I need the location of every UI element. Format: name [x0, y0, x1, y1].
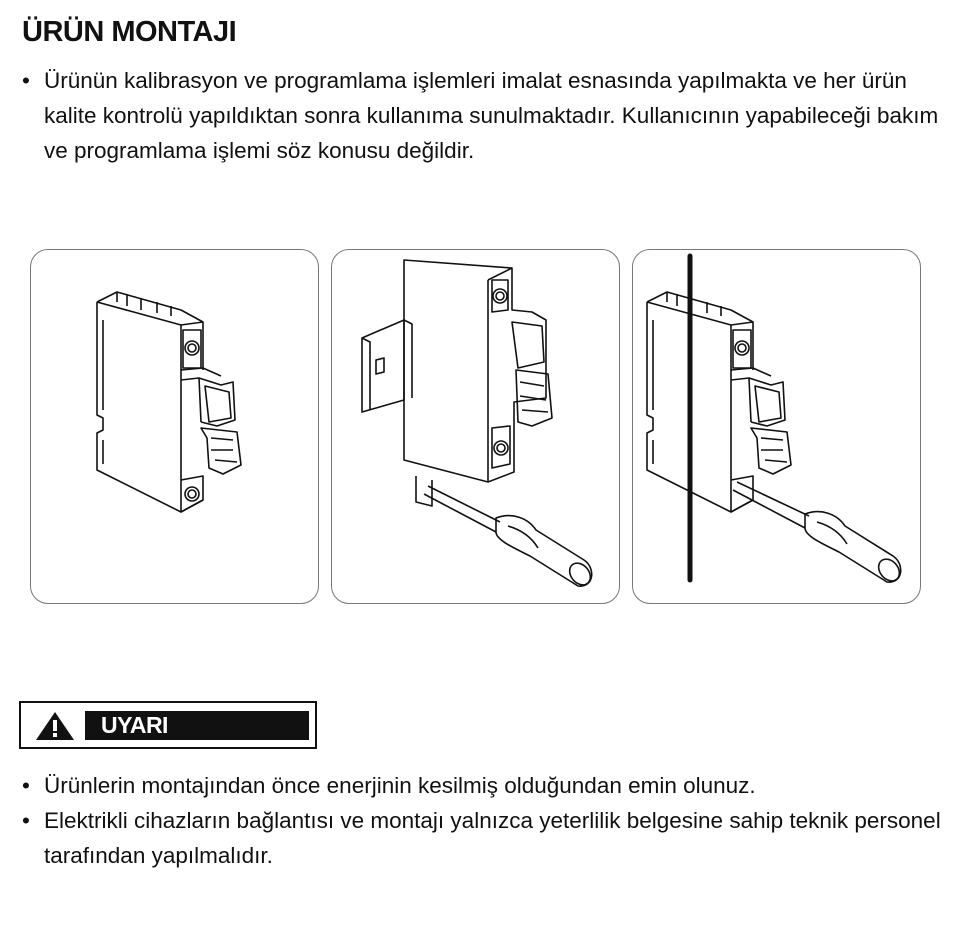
warning-item-text: Elektrikli cihazların bağlantısı ve montajı yalnızca yeterlilik belgesine sahip teknik personel tarafından yapılmalıdır. [44, 808, 941, 868]
intro-list [22, 63, 947, 168]
intro-bullet-item [22, 63, 947, 168]
warning-item [22, 803, 947, 873]
illustration-panel-1 [30, 249, 319, 604]
page-title: ÜRÜN MONTAJI [22, 16, 237, 48]
warning-item [22, 768, 947, 803]
warning-item-text: Ürünlerin montajından önce enerjinin kesilmiş olduğundan emin olunuz. [44, 773, 756, 798]
bullet-dot: • [22, 773, 30, 798]
warning-list [22, 768, 947, 873]
bullet-dot: • [22, 68, 30, 93]
breaker-front-icon [31, 250, 320, 605]
illustration-panel-3 [632, 249, 921, 604]
warning-header [19, 701, 317, 749]
breaker-wire-screwdriver-icon [633, 250, 922, 605]
intro-text: Ürünün kalibrasyon ve programlama işlemleri imalat esnasında yapılmakta ve her ürün kalite kontrolü yapıldıktan sonra kullanıma sunulmaktadır. Kullanıcının yapabileceği bakım ve programlama işlemi söz konusu değildir. [44, 68, 939, 163]
warning-label: UYARI [101, 712, 168, 738]
illustration-panel-2 [331, 249, 620, 604]
warning-triangle-icon [35, 711, 75, 741]
breaker-rail-screwdriver-icon [332, 250, 621, 605]
bullet-dot: • [22, 808, 30, 833]
